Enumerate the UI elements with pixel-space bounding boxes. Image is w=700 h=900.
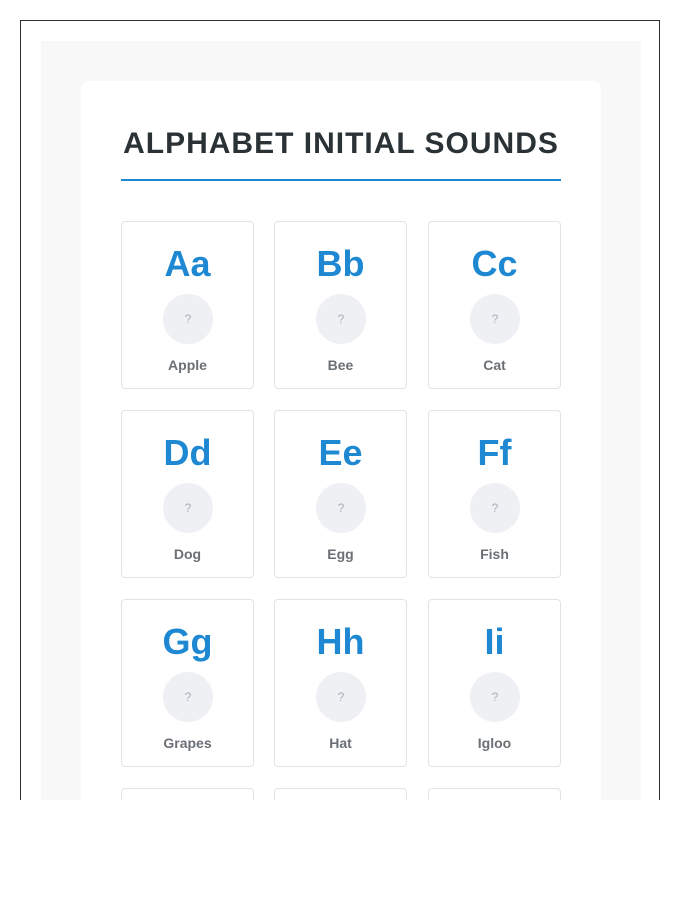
tile-word: Bee — [327, 357, 354, 373]
letter-tile-a — [121, 221, 254, 389]
title-underline — [121, 179, 561, 181]
page-background — [41, 41, 641, 800]
image-placeholder-icon: ? — [163, 483, 213, 533]
tile-letter: Cc — [471, 243, 518, 284]
tile-word: Igloo — [477, 735, 512, 751]
tile-letter: Aa — [164, 243, 211, 284]
tile-letter: Ee — [318, 432, 363, 473]
tile-letter: Dd — [163, 432, 212, 473]
letter-tile-next-row — [121, 788, 254, 800]
image-placeholder-icon: ? — [163, 294, 213, 344]
image-placeholder-icon: ? — [470, 483, 520, 533]
image-placeholder-icon: ? — [470, 294, 520, 344]
image-placeholder-icon: ? — [163, 672, 213, 722]
letter-tile-h — [274, 599, 407, 767]
page-title: ALPHABET INITIAL SOUNDS — [123, 127, 559, 160]
letter-tile-f — [428, 410, 561, 578]
worksheet-card — [81, 81, 601, 800]
tile-word: Apple — [168, 357, 207, 373]
letter-tile-next-row — [428, 788, 561, 800]
tile-word: Egg — [327, 546, 354, 562]
tile-letter: Hh — [316, 621, 365, 662]
image-placeholder-icon: ? — [316, 294, 366, 344]
letter-tile-g — [121, 599, 254, 767]
letter-tile-c — [428, 221, 561, 389]
tile-letter: Ii — [484, 621, 505, 662]
tile-word: Fish — [480, 546, 509, 562]
tile-letter: Gg — [162, 621, 213, 662]
letter-tile-b — [274, 221, 407, 389]
tile-letter: Bb — [316, 243, 365, 284]
letter-tile-e — [274, 410, 407, 578]
tile-word: Grapes — [163, 735, 212, 751]
image-placeholder-icon: ? — [470, 672, 520, 722]
letter-tile-i — [428, 599, 561, 767]
document-frame — [20, 20, 660, 800]
tile-letter: Ff — [477, 432, 512, 473]
tile-word: Hat — [329, 735, 352, 751]
tile-word: Dog — [173, 546, 202, 562]
image-placeholder-icon: ? — [316, 672, 366, 722]
image-placeholder-icon: ? — [316, 483, 366, 533]
tile-word: Cat — [483, 357, 506, 373]
letter-tile-next-row — [274, 788, 407, 800]
letter-tile-d — [121, 410, 254, 578]
